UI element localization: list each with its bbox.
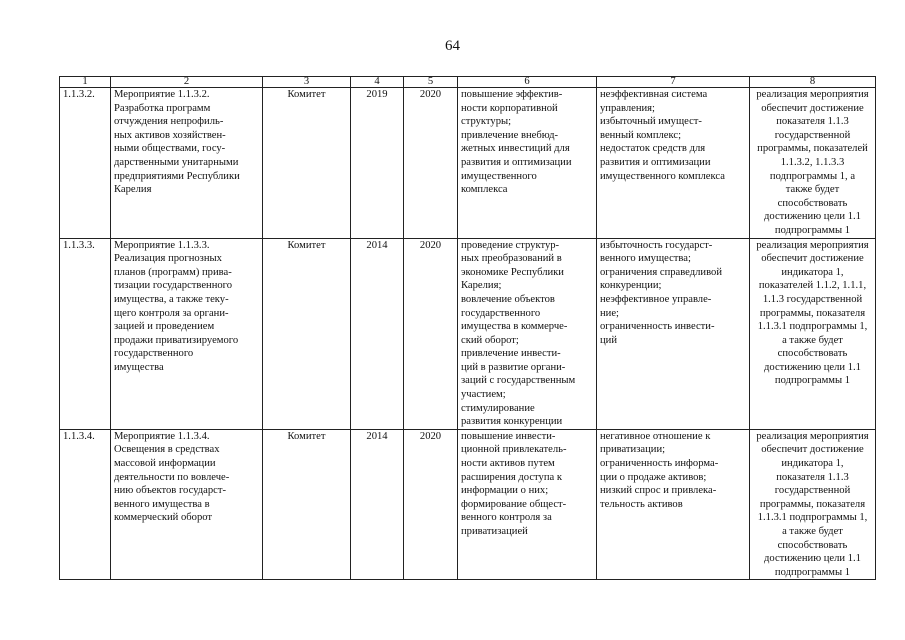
cell-line: государственной <box>774 485 851 497</box>
problems <box>597 429 750 580</box>
cell-line: способствовать <box>777 197 848 209</box>
cell-line: имущества в коммерче- <box>461 321 568 333</box>
cell-line: достижению цели 1.1 <box>764 211 861 223</box>
cell-line: низкий спрос и привлека- <box>600 485 717 497</box>
expected-effect <box>458 238 597 429</box>
cell-line: реализация мероприятия <box>756 89 869 100</box>
cell-line: программы, показателей <box>757 143 868 155</box>
cell-line: предприятиями Республики <box>114 170 240 182</box>
expected-effect <box>458 88 597 239</box>
cell-line: имущественного комплекса <box>600 170 725 182</box>
cell-line: нию объектов государст- <box>114 485 227 497</box>
cell-line: программы, показателя <box>759 498 866 510</box>
cell-line: 1.1.3 государственной <box>762 293 863 305</box>
cell-line: коммерческий оборот <box>114 512 213 524</box>
cell-line: Карелия; <box>461 280 502 292</box>
cell-line: продажи приватизируемого <box>114 334 239 346</box>
cell-line: обеспечит достижение <box>761 253 864 265</box>
cell-line: ных преобразований в <box>461 253 562 265</box>
result <box>750 429 876 580</box>
table-row <box>60 88 876 239</box>
result <box>750 88 876 239</box>
page-number: 64 <box>445 38 460 54</box>
cell-line: обеспечит достижение <box>761 444 864 456</box>
cell-line: 1.1.3.1 подпрограммы 1, <box>757 321 868 333</box>
start-year: 2019 <box>351 88 404 239</box>
cell-line: дарственными унитарными <box>114 156 239 168</box>
cell-line: реализация мероприятия <box>756 430 869 442</box>
cell-line: ций в развитие органи- <box>461 361 566 373</box>
cell-line: подпрограммы 1, а <box>769 170 856 182</box>
cell-line: комплекса <box>461 184 508 196</box>
header-cell: 1 <box>60 77 111 88</box>
cell-line: показателя 1.1.3 <box>776 116 849 128</box>
cell-line: 1.1.3.1 подпрограммы 1, <box>757 512 868 524</box>
cell-line: подпрограммы 1 <box>774 224 851 236</box>
cell-line: венного контроля за <box>461 512 552 524</box>
measure-name <box>111 238 263 429</box>
cell-line: повышение эффектив- <box>461 89 563 100</box>
cell-line: также будет <box>785 184 840 196</box>
cell-line: формирование общест- <box>461 498 567 510</box>
cell-line: Мероприятие 1.1.3.3. <box>114 239 210 251</box>
measure-name <box>111 429 263 580</box>
cell-line: управления; <box>600 102 655 114</box>
result <box>750 238 876 429</box>
start-year: 2014 <box>351 429 404 580</box>
cell-line: достижению цели 1.1 <box>764 553 861 565</box>
cell-line: ционной привлекатель- <box>461 444 567 456</box>
cell-line: ности корпоративной <box>461 102 558 114</box>
cell-line: ограниченность информа- <box>600 458 719 470</box>
cell-line: Мероприятие 1.1.3.4. <box>114 430 210 442</box>
expected-effect <box>458 429 597 580</box>
start-year: 2014 <box>351 238 404 429</box>
cell-line: Мероприятие 1.1.3.2. <box>114 89 210 100</box>
row-number: 1.1.3.4. <box>60 429 111 580</box>
cell-line: способствовать <box>777 348 848 360</box>
cell-line: проведение структур- <box>461 239 560 251</box>
end-year: 2020 <box>404 429 458 580</box>
cell-line: структуры; <box>461 116 512 128</box>
cell-line: венного имущества в <box>114 498 210 510</box>
cell-line: имущества <box>114 361 164 373</box>
cell-line: ций <box>600 334 618 346</box>
cell-line: развития и оптимизации <box>461 156 572 168</box>
measure-name <box>111 88 263 239</box>
cell-line: неэффективная система <box>600 89 708 100</box>
cell-line: программы, показателя <box>759 307 866 319</box>
cell-line: а также будет <box>782 334 843 346</box>
executor: Комитет <box>263 429 351 580</box>
cell-line: индикатора 1, <box>781 458 844 470</box>
cell-line: жетных инвестиций для <box>461 143 570 155</box>
cell-line: планов (программ) прива- <box>114 266 232 278</box>
cell-line: Разработка программ <box>114 102 211 114</box>
cell-line: массовой информации <box>114 458 216 470</box>
cell-line: показателей 1.1.2, 1.1.1, <box>758 280 867 292</box>
cell-line: зацией и проведением <box>114 321 215 333</box>
header-cell: 3 <box>263 77 351 88</box>
cell-line: венного имущества; <box>600 253 691 265</box>
cell-line: ограничения справедливой <box>600 266 722 278</box>
cell-line: расширения доступа к <box>461 471 562 483</box>
cell-line: тизации государственного <box>114 280 233 292</box>
header-cell: 2 <box>111 77 263 88</box>
cell-line: ние; <box>600 307 619 319</box>
cell-line: информации о них; <box>461 485 549 497</box>
measures-table <box>59 76 876 580</box>
cell-line: ных активов хозяйствен- <box>114 129 226 141</box>
cell-line: государственного <box>114 348 194 360</box>
cell-line: достижению цели 1.1 <box>764 361 861 373</box>
cell-line: деятельности по вовлече- <box>114 471 230 483</box>
cell-line: стимулирование <box>461 402 535 414</box>
problems <box>597 88 750 239</box>
cell-line: Реализация прогнозных <box>114 253 222 265</box>
cell-line: негативное отношение к <box>600 430 711 442</box>
cell-line: избыточный имущест- <box>600 116 702 128</box>
cell-line: привлечение внебюд- <box>461 129 558 141</box>
cell-line: ции о продаже активов; <box>600 471 707 483</box>
cell-line: заций с государственным <box>461 375 576 387</box>
cell-line: имущественного <box>461 170 537 182</box>
cell-line: ский оборот; <box>461 334 519 346</box>
cell-line: привлечение инвести- <box>461 348 561 360</box>
header-cell: 7 <box>597 77 750 88</box>
cell-line: тельность активов <box>600 498 683 510</box>
executor: Комитет <box>263 88 351 239</box>
cell-line: ограниченность инвести- <box>600 321 715 333</box>
table-row <box>60 429 876 580</box>
executor: Комитет <box>263 238 351 429</box>
cell-line: приватизации; <box>600 444 666 456</box>
cell-line: а также будет <box>782 526 843 537</box>
cell-line: вовлечение объектов <box>461 293 555 305</box>
problems <box>597 238 750 429</box>
cell-line: неэффективное управле- <box>600 293 712 305</box>
cell-line: имущества, а также теку- <box>114 293 229 305</box>
cell-line: ными обществами, госу- <box>114 143 226 155</box>
cell-line: избыточность государст- <box>600 239 713 251</box>
cell-line: Освещения в средствах <box>114 444 220 456</box>
cell-line: венный комплекс; <box>600 129 682 141</box>
table-row <box>60 238 876 429</box>
cell-line: участием; <box>461 389 506 401</box>
cell-line: способствовать <box>777 539 848 551</box>
cell-line: государственного <box>461 307 541 319</box>
end-year: 2020 <box>404 238 458 429</box>
header-cell: 5 <box>404 77 458 88</box>
cell-line: 1.1.3.2, 1.1.3.3 <box>780 156 845 168</box>
cell-line: показателя 1.1.3 <box>776 471 849 483</box>
cell-line: развития и оптимизации <box>600 156 711 168</box>
header-cell: 6 <box>458 77 597 88</box>
cell-line: подпрограммы 1 <box>774 375 851 387</box>
cell-line: экономике Республики <box>461 266 564 278</box>
cell-line: повышение инвести- <box>461 430 556 442</box>
cell-line: Карелия <box>114 184 152 196</box>
cell-line: ности активов путем <box>461 458 555 470</box>
cell-line: государственной <box>774 129 851 141</box>
cell-line: щего контроля за органи- <box>114 307 229 319</box>
cell-line: приватизацией <box>461 526 528 537</box>
header-cell: 8 <box>750 77 876 88</box>
row-number: 1.1.3.2. <box>60 88 111 239</box>
cell-line: обеспечит достижение <box>761 102 864 114</box>
cell-line: развития конкуренции <box>461 416 563 428</box>
cell-line: подпрограммы 1 <box>774 566 851 578</box>
header-row <box>60 77 876 88</box>
header-cell: 4 <box>351 77 404 88</box>
cell-line: отчуждения непрофиль- <box>114 116 224 128</box>
row-number: 1.1.3.3. <box>60 238 111 429</box>
cell-line: недостаток средств для <box>600 143 706 155</box>
end-year: 2020 <box>404 88 458 239</box>
cell-line: реализация мероприятия <box>756 239 869 251</box>
cell-line: индикатора 1, <box>781 266 844 278</box>
cell-line: конкуренции; <box>600 280 662 292</box>
